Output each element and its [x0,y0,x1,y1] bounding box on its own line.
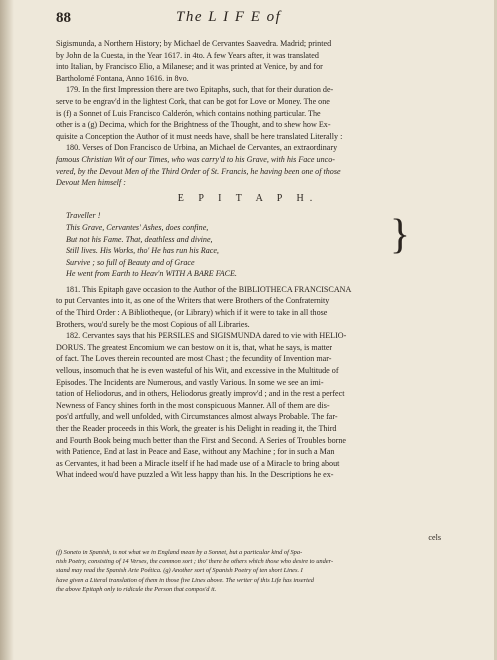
paragraph-182 [56,330,440,481]
text-line: Brothers, wou'd surely be the most Copious of all Libraries. [56,319,250,329]
text-line: 181. This Epitaph gave occasion to the Author of the BIBLIOTHECA FRANCISCANA [66,284,352,294]
text-line: quisite a Conception the Author of it must needs have, shall be here translated Literally : [56,131,343,141]
epitaph-verse [56,210,440,280]
text-line: vered, by the Devout Men of the Third Order of St. Francis, he having been one of those [56,166,341,176]
paragraph-intro [56,38,440,84]
text-line: other is a (g) Decima, which for the Brightness of the Thought, and to shew how Ex- [56,120,331,130]
footnote-line: (f) Soneto in Spanish, is not what we in England mean by a Sonnet, but a particular kind of Spa- [56,549,303,556]
text-line: 180. Verses of Don Francisco de Urbina, an Michael de Cervantes, an extraordinary [66,143,338,153]
text-line: Newness of Fancy shines forth in the most conspicuous Manner. All of them are dis- [56,400,330,410]
text-line: by John de la Cuesta, in the Year 1617. in 4to. A few Years after, it was translated [56,50,319,60]
verse-line: Survive ; so full of Beauty and of Grace [66,257,195,267]
text-line: What indeed wou'd have puzzled a Wit less happy than his. In the Descriptions he ex- [56,470,334,480]
footnote-line: stand may read the Spanish Arte Poética. (g) Another sort of Spanish Poetry of ten short Lines. I [56,567,303,575]
text-line: Devout Men himself : [56,178,126,188]
verse-line: This Grave, Cervantes' Ashes, does confine, [66,222,209,232]
text-line: Episodes. The Incidents are Numerous, and vastly Various. In some we see an imi- [56,377,324,387]
page-binding-shadow [0,0,14,660]
text-line: 182. Cervantes says that his PERSILES and SIGISMUNDA dared to vie with HELIO- [66,331,347,341]
footnote-line: nish Poetry, consisting of 14 Verses, the common sort ; tho' there be others which those who desire to under- [56,558,334,566]
text-line: 179. In the first Impression there are two Epitaphs, such, that for their duration de- [66,85,334,95]
text-line: vellous, insomuch that he is even wasteful of his Wit, and excessive in the Multitude of [56,366,339,376]
verse-line: He went from Earth to Heav'n WITH A BARE FACE. [66,269,237,279]
page-header [56,10,437,30]
paragraph-180 [56,142,440,188]
page-body [56,38,440,481]
running-title: The L I F E of [176,9,282,25]
text-line: to put Cervantes into it, as one of the Writers that were Brothers of the Confraternity [56,296,330,306]
epitaph-title: E P I T A P H. [177,192,319,204]
text-line: is (f) a Sonnet of Luis Francisco Calderón, which contains nothing particular. The [56,108,321,118]
text-line: tation of Heliodorus, and in others, Heliodorus greatly improv'd ; and in the rest a perfect [56,389,345,399]
text-line: DORUS. The greatest Encomium we can bestow on it is, that, what he says, is matter [56,342,333,352]
text-line: of the Third Order : A Bibliotheque, (or Library) which if it were to take in all those [56,308,328,318]
text-line: and Fourth Book being much better than the First and Second. A Series of Troubles borne [56,435,346,445]
verse-line: But not his Fame. That, deathless and divine, [66,234,213,244]
page-number: 88 [56,10,71,26]
footnote-line: have given a Literal translation of them in those five Lines above. The writer of this Life has inserted [56,576,314,584]
text-line: into Italian, by Francisco Elio, a Milanese; and it was printed at Venice, by and for [56,62,323,72]
text-line: as Cervantes, it had been a Miracle itself if he had made use of a Miracle to bring about [56,458,340,468]
text-line: pos'd artfully, and well unfolded, with Circumstances almost always Probable. The far- [56,412,338,422]
text-line: ther the Reader proceeds in this Work, the greater is his Delight in reading it, the Third [56,424,337,433]
verse-brace-glyph: } [389,212,410,259]
footnote-line: the above Epitaph only to ridicule the Person that compos'd it. [56,585,217,593]
text-line: famous Christian Wit of our Times, who was carry'd to his Grave, with his Face unco- [56,154,335,164]
verse-line: Still lives. His Works, tho' He has run his Race, [66,246,219,256]
verse-line: Traveller ! [66,211,101,221]
paragraph-181 [56,284,440,330]
text-line: serve to be engrav'd in the lightest Cork, that can be got for Love or Money. The one [56,96,330,106]
text-line: of fact. The Loves therein recounted are most Chast ; the fecundity of Invention mar- [56,354,332,364]
text-line: with Patience, End at last in Peace and Ease, without any Machine ; for in such a Man [56,447,335,457]
paragraph-179 [56,84,440,142]
catchword: cels [428,533,441,542]
text-line: Bartholomé Fontana, Anno 1616. in 8vo. [56,73,189,83]
footnotes [56,548,440,594]
text-line: Sigismunda, a Northern History; by Michael de Cervantes Saavedra. Madrid; printed [56,39,332,48]
